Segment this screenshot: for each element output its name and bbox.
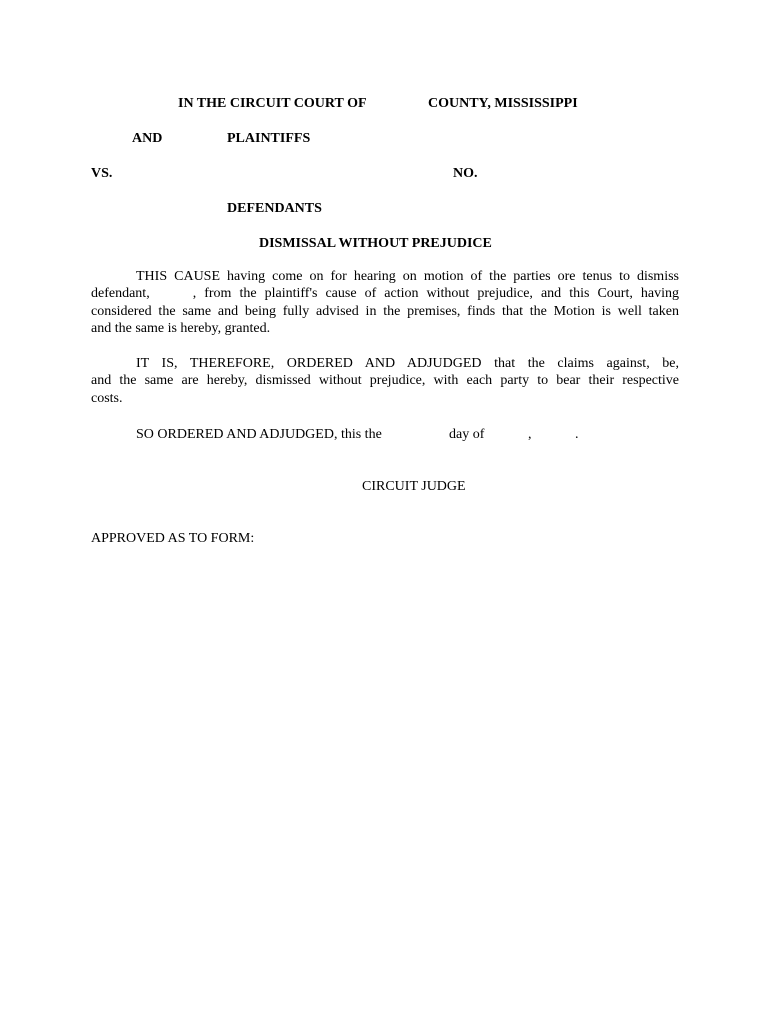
paragraph-line: and the same is hereby, granted. xyxy=(91,320,271,336)
date-comma: , xyxy=(528,427,532,442)
paragraph-line: considered the same and being fully advised in the premises, finds that the Motion is well taken xyxy=(91,303,679,319)
paragraph-dismissal-motion xyxy=(91,268,679,337)
paragraph-line: THIS CAUSE having come on for hearing on motion of the parties ore tenus to dismiss xyxy=(136,269,679,284)
case-number-label: NO. xyxy=(453,166,478,181)
vs-label: VS. xyxy=(91,166,113,181)
paragraph-line xyxy=(91,355,679,372)
paragraph-line: costs. xyxy=(91,390,123,406)
date-period: . xyxy=(575,427,579,442)
defendant-label: defendant, xyxy=(91,286,150,302)
court-name-prefix: IN THE CIRCUIT COURT OF xyxy=(178,96,367,111)
paragraph-line: and the same are hereby, dismissed without prejudice, with each party to bear their respective xyxy=(91,373,679,389)
paragraph-line-remainder: , from the plaintiff's cause of action without prejudice, and this Court, having xyxy=(192,286,679,302)
court-name-suffix: COUNTY, MISSISSIPPI xyxy=(428,96,578,111)
paragraph-line xyxy=(91,285,679,302)
paragraph-order xyxy=(91,355,679,407)
and-label: AND xyxy=(132,131,163,146)
so-ordered-text: SO ORDERED AND ADJUDGED, this the xyxy=(136,427,382,442)
plaintiffs-label: PLAINTIFFS xyxy=(227,131,311,146)
document-title: DISMISSAL WITHOUT PREJUDICE xyxy=(259,236,492,251)
day-of-text: day of xyxy=(449,427,485,442)
approved-as-to-form-label: APPROVED AS TO FORM: xyxy=(91,531,255,546)
order-text: IT IS, THEREFORE, ORDERED AND ADJUDGED that the claims against xyxy=(136,356,647,371)
circuit-judge-label: CIRCUIT JUDGE xyxy=(362,479,466,494)
defendants-label: DEFENDANTS xyxy=(227,201,322,216)
order-text-end: , be, xyxy=(646,356,680,371)
